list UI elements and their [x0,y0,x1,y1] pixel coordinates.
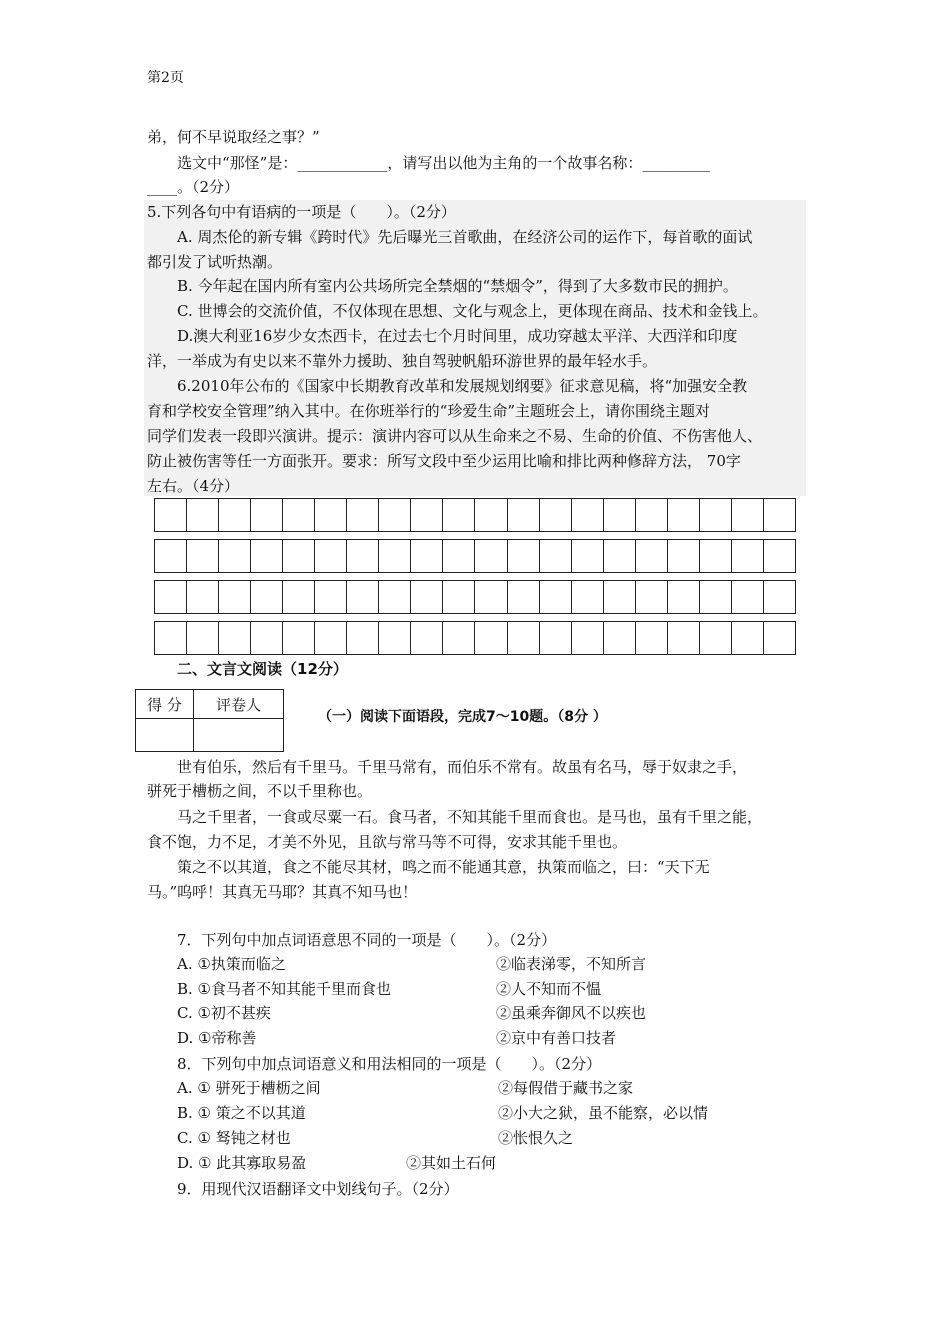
writing-grid-row-3[interactable] [154,580,796,614]
q9-stem: 9．用现代汉语翻译文中划线句子。（2分） [177,1180,459,1198]
q6-line-1: 6.2010年公布的《国家中长期教育改革和发展规划纲要》征求意见稿，将“加强安全教 [177,377,748,395]
q7-option-d-right: ②京中有善口技者 [496,1029,617,1047]
q7-option-c-right: ②虽乘奔御风不以疾也 [496,1004,647,1022]
q7-option-a-right: ②临表涕零，不知所言 [496,955,647,973]
section-2-title: 二、文言文阅读（12分） [177,660,348,678]
q7-option-a-left: A. ①执策而临之 [177,955,286,973]
q6-line-4: 防止被伤害等任一方面张开。要求：所写文段中至少运用比喻和排比两种修辞方法， 70字 [147,452,741,470]
intro-line-2: 选文中“那怪”是：____________，请写出以他为主角的一个故事名称：_________ [177,154,710,172]
q8-option-c-left: C. ① 驽钝之材也 [177,1129,291,1147]
q7-option-b-left: B. ①食马者不知其能千里而食也 [177,980,392,998]
q7-option-b-right: ②人不知而不愠 [496,980,602,998]
q5-stem: 5.下列各句中有语病的一项是（ ）。（2分） [147,203,456,221]
q5-option-a-2: 都引发了试听热潮。 [147,253,283,271]
q5-option-b: B. 今年起在国内所有室内公共场所完全禁烟的“禁烟令”，得到了大多数市民的拥护。 [177,277,738,295]
q8-option-b-left: B. ① 策之不以其道 [177,1104,306,1122]
intro-line-3: ____。（2分） [147,178,240,196]
grader-label: 评卷人 [194,690,284,719]
grader-cell[interactable] [194,719,284,752]
intro-line-1: 弟，何不早说取经之事？” [147,128,320,146]
passage-p3-2: 马。”呜呼！其真无马耶？其真不知马也！ [147,883,418,901]
writing-grid-row-1[interactable] [154,498,796,532]
passage-p2-2: 食不饱，力不足，才美不外见，且欲与常马等不可得，安求其能千里也。 [147,833,628,851]
q5-option-c: C. 世博会的交流价值，不仅体现在思想、文化与观念上，更体现在商品、技术和金钱上。 [177,302,768,320]
q8-option-b-right: ②小大之狱，虽不能察，必以情 [498,1104,709,1122]
passage-p1-2: 骈死于槽枥之间，不以千里称也。 [147,782,373,800]
q5-option-d-2: 洋，一举成为有史以来不靠外力援助、独自驾驶帆船环游世界的最年轻水手。 [147,352,658,370]
q7-stem: 7．下列句中加点词语意思不同的一项是（ ）。（2分） [177,931,557,949]
q6-line-2: 育和学校安全管理”纳入其中。在你班举行的“珍爱生命”主题班会上，请你围绕主题对 [147,402,711,420]
q7-option-c-left: C. ①初不甚疾 [177,1004,271,1022]
section-2-subtitle: （一）阅读下面语段，完成7～10题。（8分 ） [318,709,607,725]
passage-p3-1: 策之不以其道，食之不能尽其材，鸣之而不能通其意，执策而临之，曰：“天下无 [177,858,710,876]
q6-line-5: 左右。（4分） [147,477,240,495]
q5-option-a-1: A. 周杰伦的新专辑《跨时代》先后曝光三首歌曲，在经济公司的运作下，每首歌的面试 [177,228,753,246]
writing-grid-row-4[interactable] [154,621,796,655]
score-label: 得 分 [136,690,194,719]
score-cell[interactable] [136,719,194,752]
q6-line-3: 同学们发表一段即兴演讲。提示：演讲内容可以从生命来之不易、生命的价值、不伤害他人、 [147,427,763,445]
page-label: 第2页 [147,70,184,86]
passage-p2-1: 马之千里者，一食或尽粟一石。食马者，不知其能千里而食也。是马也，虽有千里之能， [177,808,763,826]
score-box [135,689,284,752]
q8-option-d-left: D. ① 此其寡取易盈 [177,1154,307,1172]
q8-option-a-left: A. ① 骈死于槽枥之间 [177,1079,321,1097]
q8-option-a-right: ②每假借于藏书之家 [498,1079,634,1097]
q5-option-d-1: D.澳大利亚16岁少女杰西卡，在过去七个月时间里，成功穿越太平洋、大西洋和印度 [177,327,738,345]
q7-option-d-left: D. ①帝称善 [177,1029,257,1047]
q8-option-c-right: ②怅恨久之 [498,1129,574,1147]
q8-stem: 8．下列句中加点词语意义和用法相同的一项是（ ）。（2分） [177,1055,602,1073]
passage-p1-1: 世有伯乐，然后有千里马。千里马常有，而伯乐不常有。故虽有名马，辱于奴隶之手， [177,758,748,776]
writing-grid-row-2[interactable] [154,539,796,573]
q8-option-d-right: ②其如土石何 [406,1154,497,1172]
